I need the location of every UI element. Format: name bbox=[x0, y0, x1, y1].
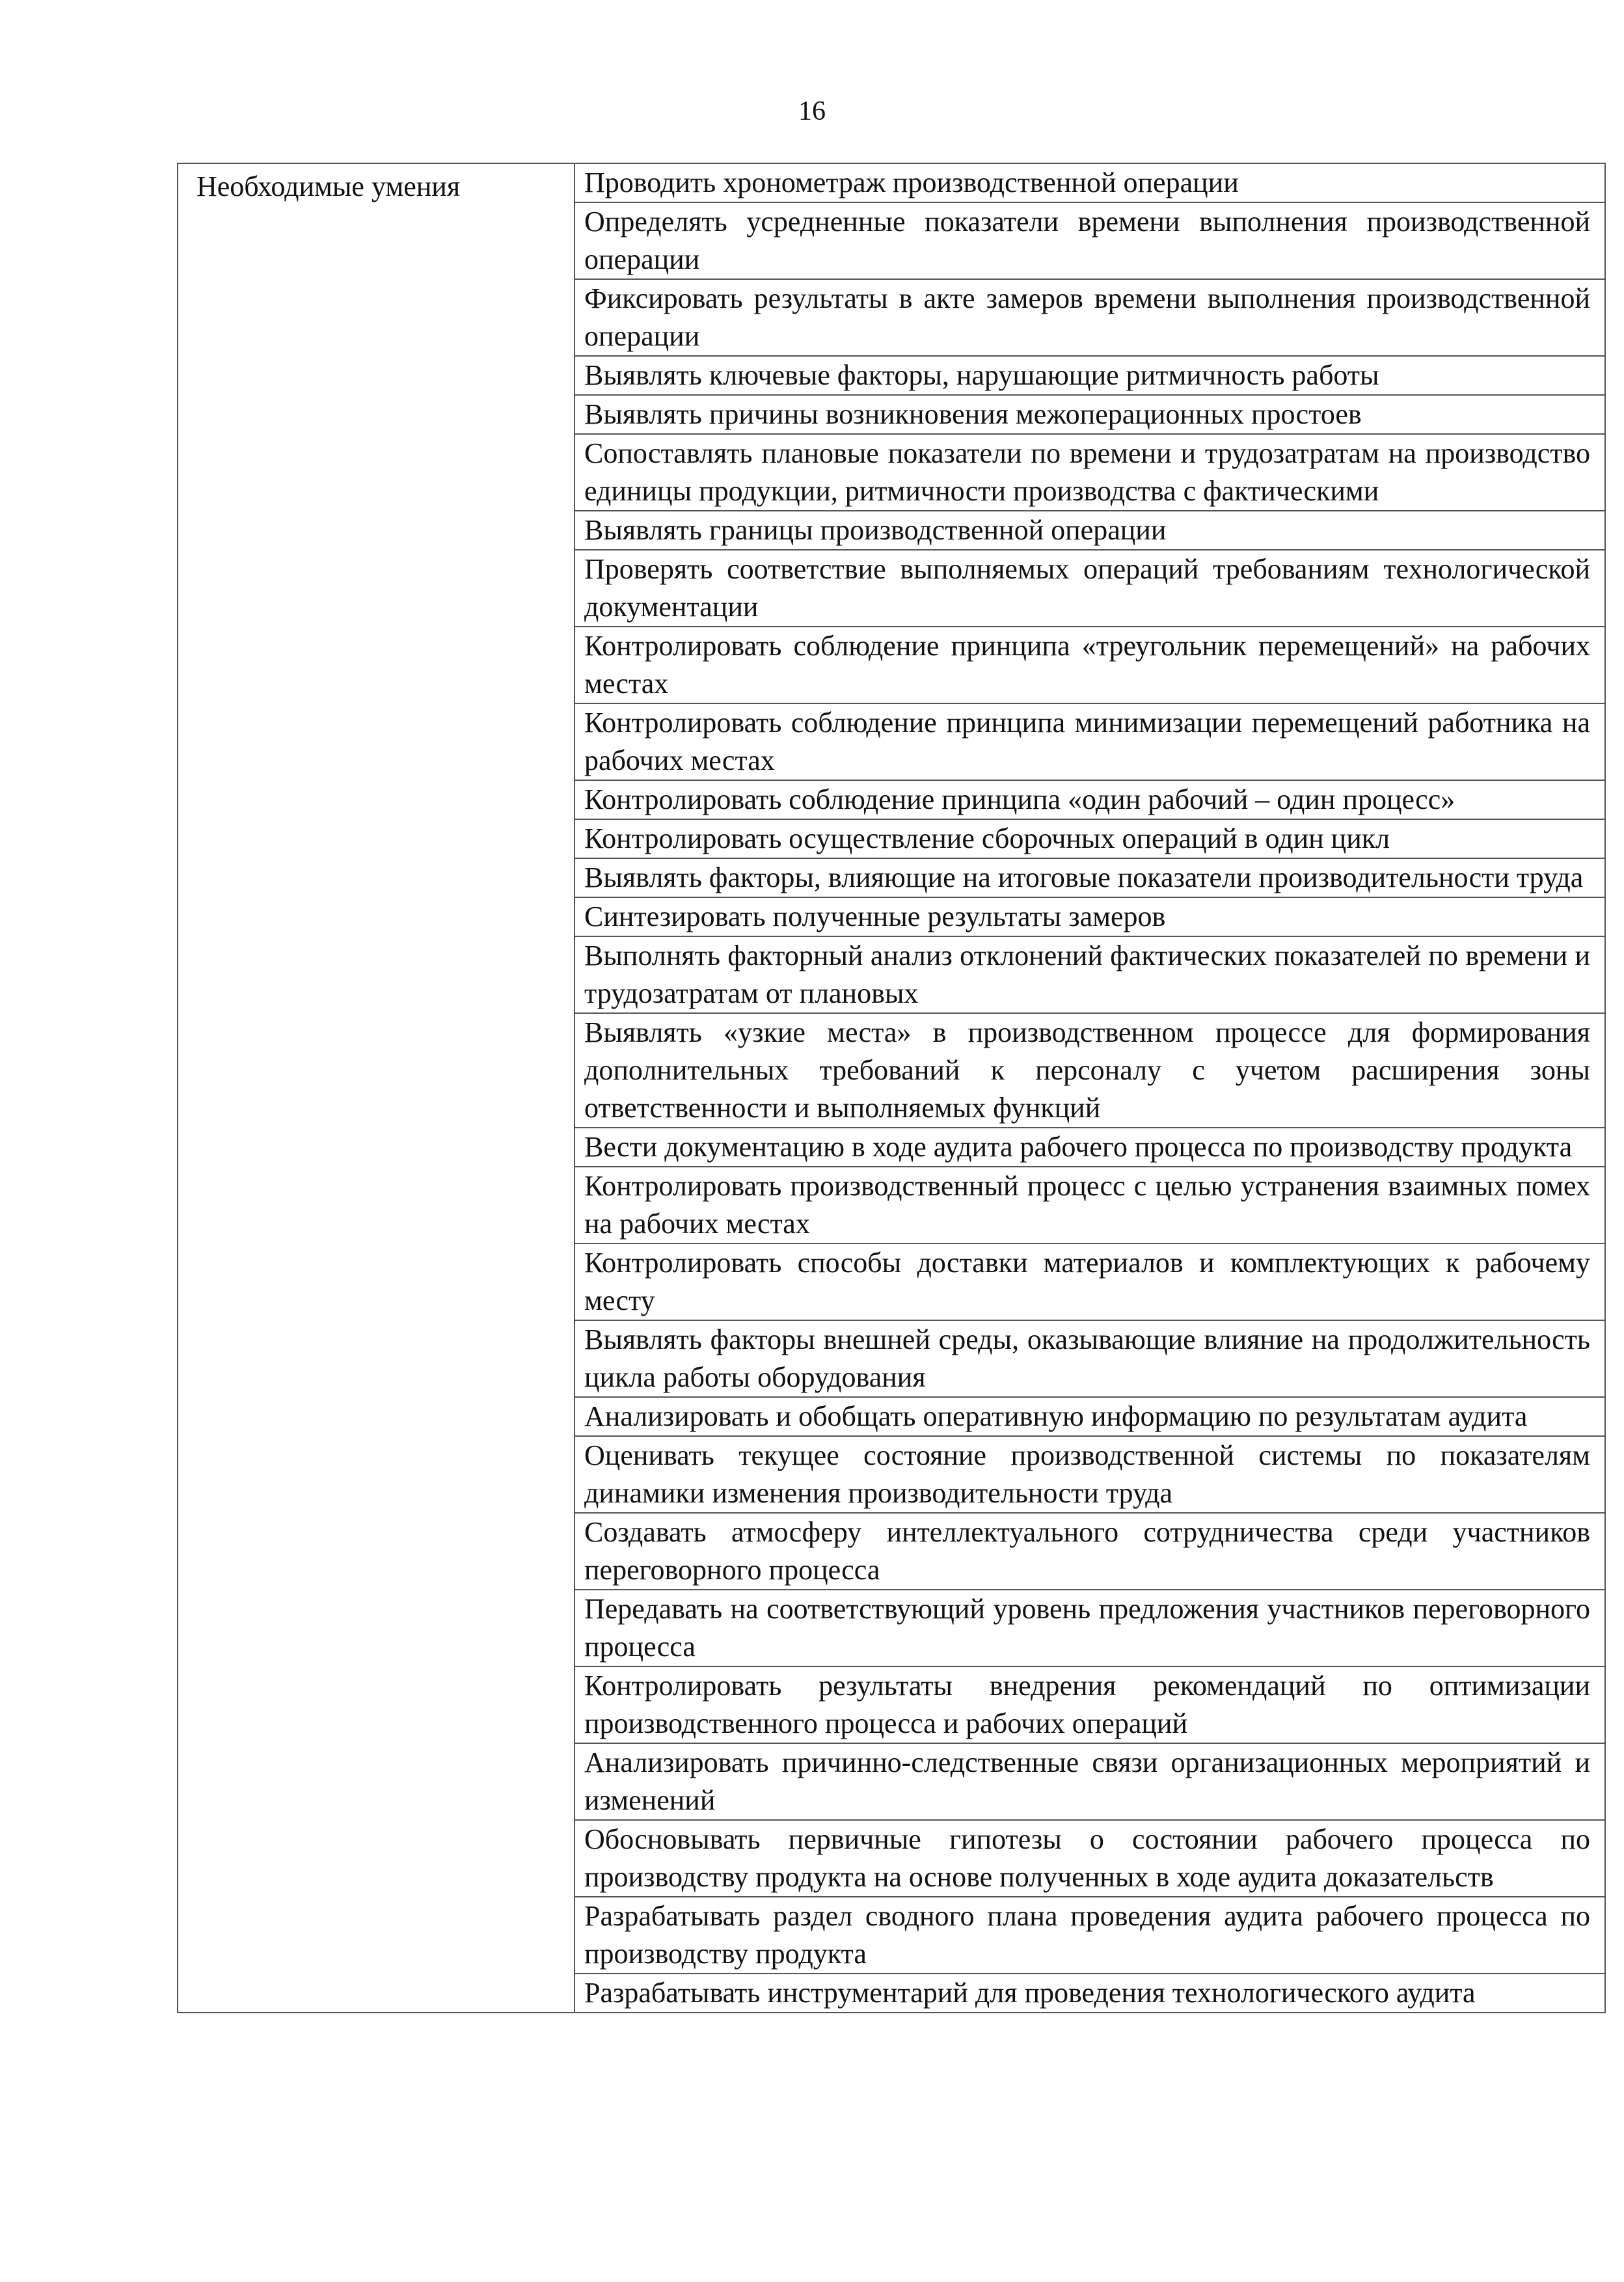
skill-item: Оценивать текущее состояние производственной системы по показателям динамики изменения производительности труда bbox=[575, 1436, 1605, 1513]
skill-item: Анализировать причинно-следственные связи организационных мероприятий и изменений bbox=[575, 1743, 1605, 1820]
skill-item: Контролировать соблюдение принципа «один рабочий – один процесс» bbox=[575, 780, 1605, 819]
skill-item: Выявлять ключевые факторы, нарушающие ритмичность работы bbox=[575, 356, 1605, 395]
skill-item: Синтезировать полученные результаты замеров bbox=[575, 897, 1605, 936]
skill-item: Вести документацию в ходе аудита рабочего процесса по производству продукта bbox=[575, 1128, 1605, 1167]
skill-item: Выполнять факторный анализ отклонений фактических показателей по времени и трудозатратам от плановых bbox=[575, 936, 1605, 1013]
table-row bbox=[178, 163, 1605, 202]
skill-item: Выявлять причины возникновения межоперационных простоев bbox=[575, 395, 1605, 434]
skill-item: Контролировать результаты внедрения рекомендаций по оптимизации производственного процесса и рабочих операций bbox=[575, 1666, 1605, 1743]
skill-item: Создавать атмосферу интеллектуального сотрудничества среди участников переговорного процесса bbox=[575, 1513, 1605, 1590]
skill-item: Контролировать осуществление сборочных операций в один цикл bbox=[575, 819, 1605, 858]
skill-item: Выявлять «узкие места» в производственном процессе для формирования дополнительных требований к персоналу с учетом расширения зоны ответственности и выполняемых функций bbox=[575, 1013, 1605, 1128]
skill-item: Фиксировать результаты в акте замеров времени выполнения производственной операции bbox=[575, 279, 1605, 356]
skill-item: Контролировать способы доставки материалов и комплектующих к рабочему месту bbox=[575, 1243, 1605, 1320]
skills-category-label: Необходимые умения bbox=[178, 163, 575, 2013]
skill-item: Обосновывать первичные гипотезы о состоянии рабочего процесса по производству продукта на основе полученных в ходе аудита доказательств bbox=[575, 1820, 1605, 1897]
skill-item: Разрабатывать инструментарий для проведения технологического аудита bbox=[575, 1974, 1605, 2013]
skill-item: Контролировать соблюдение принципа «треугольник перемещений» на рабочих местах bbox=[575, 627, 1605, 703]
skill-item: Проверять соответствие выполняемых операций требованиям технологической документации bbox=[575, 550, 1605, 627]
skill-item: Контролировать производственный процесс с целью устранения взаимных помех на рабочих местах bbox=[575, 1167, 1605, 1243]
page-number: 16 bbox=[798, 96, 826, 126]
skill-item: Выявлять факторы внешней среды, оказывающие влияние на продолжительность цикла работы оборудования bbox=[575, 1320, 1605, 1397]
skill-item: Контролировать соблюдение принципа минимизации перемещений работника на рабочих местах bbox=[575, 703, 1605, 780]
skill-item: Выявлять границы производственной операции bbox=[575, 511, 1605, 550]
skill-item: Определять усредненные показатели времени выполнения производственной операции bbox=[575, 202, 1605, 279]
skill-item: Разрабатывать раздел сводного плана проведения аудита рабочего процесса по производству продукта bbox=[575, 1897, 1605, 1974]
skill-item: Сопоставлять плановые показатели по времени и трудозатратам на производство единицы продукции, ритмичности производства с фактическими bbox=[575, 434, 1605, 511]
skill-item: Выявлять факторы, влияющие на итоговые показатели производительности труда bbox=[575, 858, 1605, 897]
skill-item: Передавать на соответствующий уровень предложения участников переговорного процесса bbox=[575, 1590, 1605, 1666]
skill-item: Анализировать и обобщать оперативную информацию по результатам аудита bbox=[575, 1397, 1605, 1436]
skills-table bbox=[177, 163, 1606, 2013]
skill-item: Проводить хронометраж производственной операции bbox=[575, 163, 1605, 202]
